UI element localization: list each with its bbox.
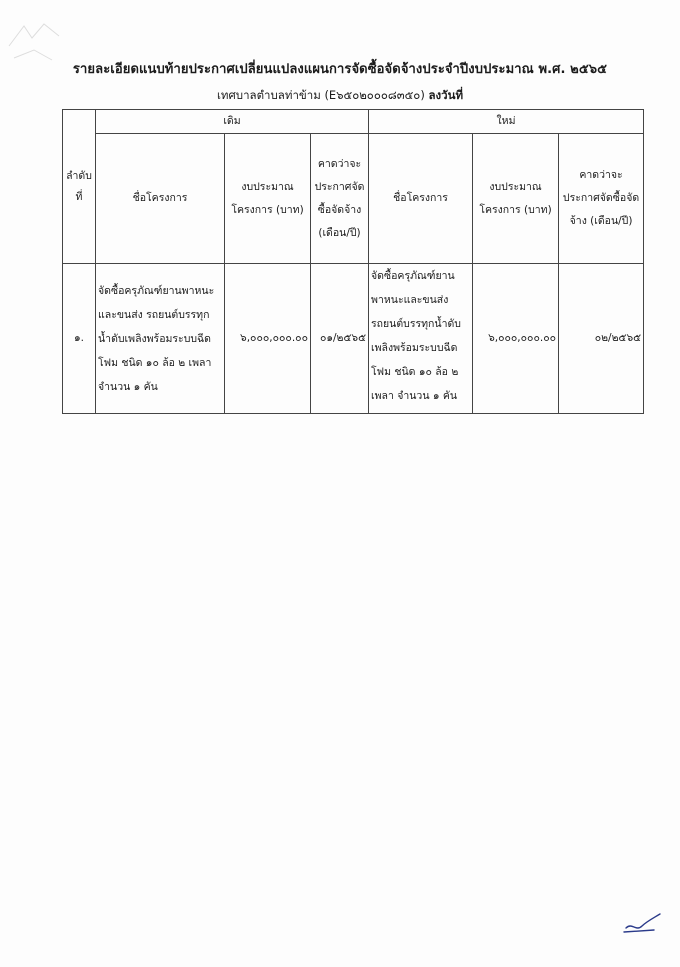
- header-old-project-name: ชื่อโครงการ: [96, 134, 225, 264]
- old-budget: ๖,๐๐๐,๐๐๐.๐๐: [225, 264, 311, 414]
- document-subtitle: [0, 87, 680, 105]
- new-expected-date: ๐๒/๒๕๖๕: [559, 264, 644, 414]
- header-new: ใหม่: [369, 110, 644, 134]
- new-project-name: จัดซื้อครุภัณฑ์ยานพาหนะและขนส่ง รถยนต์บรรทุกน้ำดับเพลิงพร้อมระบบฉีดโฟม ชนิด ๑๐ ล้อ ๒ เพลา จำนวน ๑ คัน: [369, 264, 473, 414]
- header-columns-row: [63, 134, 644, 264]
- row-sequence: ๑.: [63, 264, 96, 414]
- header-new-expected-date: คาดว่าจะประกาศจัดซื้อจัดจ้าง (เดือน/ปี): [559, 134, 644, 264]
- old-expected-date: ๐๑/๒๕๖๕: [311, 264, 369, 414]
- header-old-budget: งบประมาณโครงการ (บาท): [225, 134, 311, 264]
- header-old-expected-date: คาดว่าจะประกาศจัดซื้อจัดจ้าง (เดือน/ปี): [311, 134, 369, 264]
- header-new-project-name: ชื่อโครงการ: [369, 134, 473, 264]
- signature-mark: [620, 908, 664, 936]
- header-new-budget: งบประมาณโครงการ (บาท): [473, 134, 559, 264]
- organization-name: เทศบาลตำบลท่าข้าม (E๖๕๐๒๐๐๐๘๓๕๐): [216, 88, 425, 102]
- header-sequence: ลำดับที่: [63, 110, 96, 264]
- header-group-row: [63, 110, 644, 134]
- table-row: [63, 264, 644, 414]
- procurement-plan-table: [62, 109, 644, 414]
- header-old: เดิม: [96, 110, 369, 134]
- document-title: รายละเอียดแนบท้ายประกาศเปลี่ยนแปลงแผนการจัดซื้อจัดจ้างประจำปีงบประมาณ พ.ศ. ๒๕๖๕: [72, 62, 608, 77]
- old-project-name: จัดซื้อครุภัณฑ์ยานพาหนะและขนส่ง รถยนต์บรรทุกน้ำดับเพลิงพร้อมระบบฉีดโฟม ชนิด ๑๐ ล้อ ๒ เพลา จำนวน ๑ คัน: [96, 264, 225, 414]
- new-budget: ๖,๐๐๐,๐๐๐.๐๐: [473, 264, 559, 414]
- date-label: ลงวันที่: [428, 88, 464, 102]
